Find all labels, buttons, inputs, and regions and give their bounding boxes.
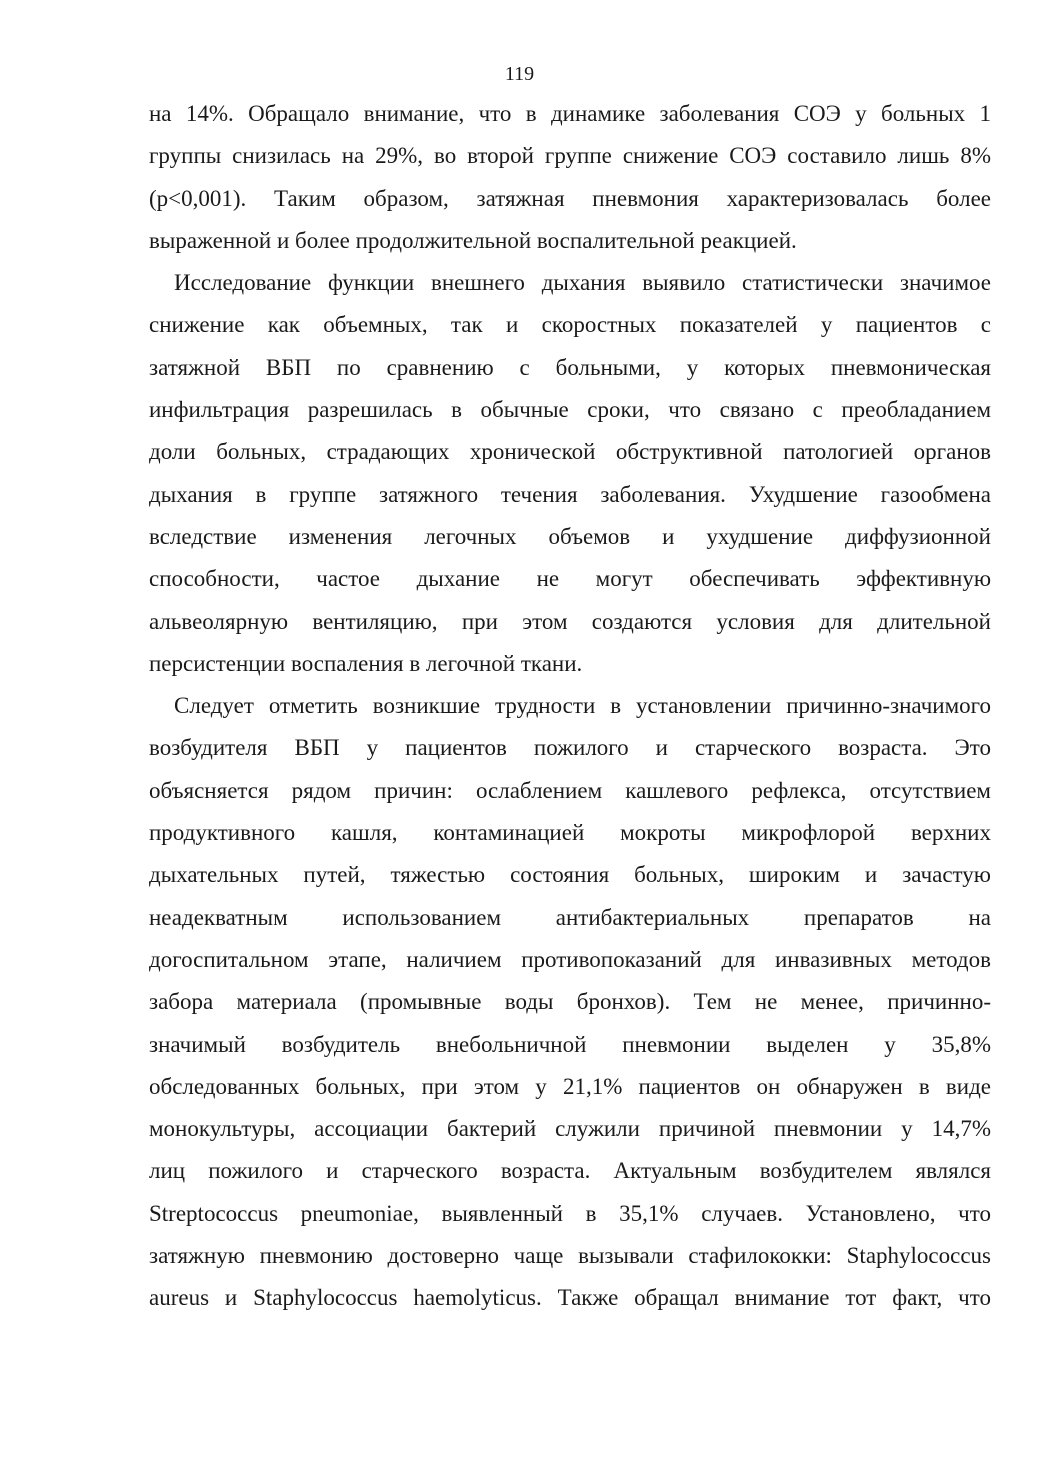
text-line: значимый возбудитель внебольничной пневмонии выделен у 35,8% [149, 1031, 991, 1057]
text-line: альвеолярную вентиляцию, при этом создаются условия для длительной [149, 608, 991, 634]
text-line: лиц пожилого и старческого возраста. Актуальным возбудителем являлся [149, 1158, 991, 1184]
text-line: доли больных, страдающих хронической обструктивной патологией органов [149, 439, 991, 465]
text-line: догоспитальном этапе, наличием противопоказаний для инвазивных методов [149, 946, 991, 972]
text-line: объясняется рядом причин: ослаблением кашлевого рефлекса, отсутствием [149, 777, 991, 803]
text-line: монокультуры, ассоциации бактерий служили причиной пневмонии у 14,7% [149, 1116, 991, 1142]
text-line: снижение как объемных, так и скоростных показателей у пациентов с [149, 312, 991, 338]
text-line: дыхания в группе затяжного течения заболевания. Ухудшение газообмена [149, 481, 991, 507]
text-line: обследованных больных, при этом у 21,1% пациентов он обнаружен в виде [149, 1073, 991, 1099]
text-line: персистенции воспаления в легочной ткани. [149, 650, 583, 676]
text-line: Следует отметить возникшие трудности в установлении причинно-значимого [174, 693, 991, 719]
text-line: неадекватным использованием антибактериальных препаратов на [149, 904, 991, 930]
text-line: на 14%. Обращало внимание, что в динамике заболевания СОЭ у больных 1 [149, 101, 991, 126]
paragraph-continuation [149, 93, 991, 262]
text-line: Streptococcus pneumoniae, выявленный в 35,1% случаев. Установлено, что [149, 1200, 991, 1226]
text-line: продуктивного кашля, контаминацией мокроты микрофлорой верхних [149, 820, 991, 846]
text-line: дыхательных путей, тяжестью состояния больных, широким и зачастую [149, 862, 991, 888]
text-line: Исследование функции внешнего дыхания выявило статистически значимое [174, 270, 991, 296]
paragraph-respiratory-function [149, 262, 991, 685]
text-line: (р<0,001). Таким образом, затяжная пневмония характеризовалась более [149, 185, 991, 211]
body-text [149, 93, 991, 1320]
text-line: группы снизилась на 29%, во второй группе снижение СОЭ составило лишь 8% [149, 143, 991, 169]
text-line: затяжной ВБП по сравнению с больными, у которых пневмоническая [149, 354, 991, 380]
page-number: 119 [504, 63, 535, 85]
text-line: затяжную пневмонию достоверно чаще вызывали стафилококки: Staphylococcus [149, 1243, 991, 1269]
text-line: способности, частое дыхание не могут обеспечивать эффективную [149, 566, 991, 592]
text-line: возбудителя ВБП у пациентов пожилого и старческого возраста. Это [149, 735, 991, 761]
text-line: инфильтрация разрешилась в обычные сроки, что связано с преобладанием [149, 397, 991, 423]
text-line: выраженной и более продолжительной воспалительной реакцией. [149, 227, 797, 253]
paragraph-pathogen [149, 685, 991, 1319]
text-line: вследствие изменения легочных объемов и ухудшение диффузионной [149, 523, 991, 549]
text-line: aureus и Staphylococcus haemolyticus. Также обращал внимание тот факт, что [149, 1285, 991, 1311]
text-line: забора материала (промывные воды бронхов). Тем не менее, причинно- [149, 989, 991, 1015]
